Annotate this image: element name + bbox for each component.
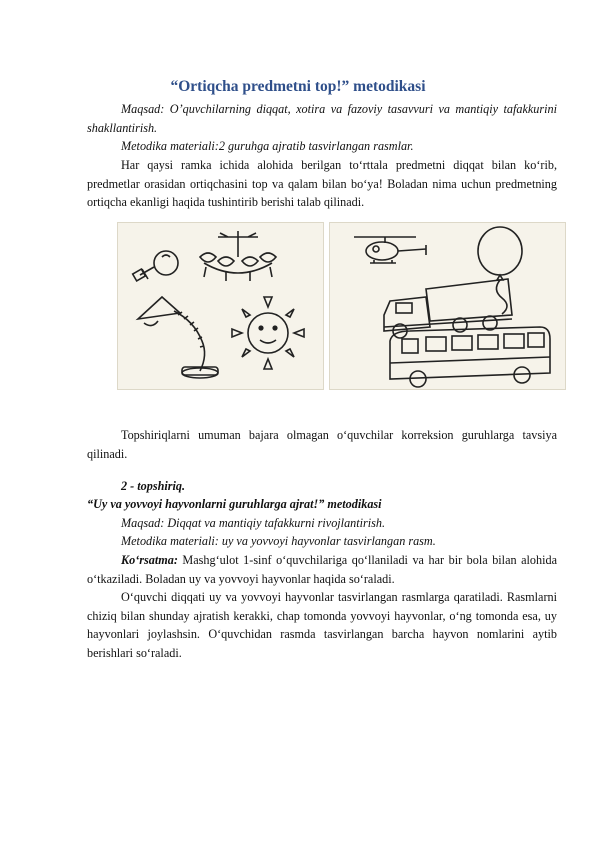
task2-goal: Maqsad: Diqqat va mantiqiy tafakkurni rivojlantirish. [121, 516, 386, 530]
task2-heading: 2 - topshiriq. [121, 479, 185, 493]
recommendation-paragraph: Topshiriqlarni umuman bajara olmagan o‘quvchilar korreksion guruhlarga tavsiya qilinadi. [87, 428, 557, 461]
left-panel-drawing [118, 223, 323, 389]
desk-lamp-icon [138, 297, 218, 378]
sun-icon [232, 297, 304, 369]
instruction-label: Ko‘rsatma: [121, 553, 178, 567]
bus-icon [390, 327, 550, 387]
helicopter-icon [354, 237, 426, 263]
chandelier-icon [200, 231, 276, 281]
goal-paragraph: Maqsad: O’quvchilarning diqqat, xotira va fazoviy tasavvuri va mantiqiy tafakkurini shakllantirish. [87, 102, 557, 135]
task2-material: Metodika materiali: uy va yovvoyi hayvonlar tasvirlangan rasm. [121, 534, 436, 548]
light-bulb-icon [133, 251, 178, 281]
material-paragraph: Metodika materiali:2 guruhga ajratib tasvirlangan rasmlar. [121, 139, 414, 153]
odd-one-out-figure [117, 222, 564, 388]
instruction-paragraph: Har qaysi ramka ichida alohida berilgan to‘rttala predmetni diqqat bilan ko‘rib, predmetlar orasidan ortiqchasini top va qalam bilan bo‘ya! Boladan nima uchun predmetning ortiqcha ekanligi haqida tushintirib berishi talab qilinadi. [87, 158, 557, 209]
page-title: “Ortiqcha predmetni top!” metodikasi [170, 78, 426, 95]
instruction-text: Mashg‘ulot 1-sinf o‘quvchilariga qo‘llaniladi va har bir bola bilan alohida o‘tkaziladi. Boladan uy va yovvoyi hayvonlar haqida so‘raladi. [87, 553, 557, 586]
task2-instruction [87, 551, 557, 588]
right-picture-panel [329, 222, 566, 390]
balloon-icon [478, 227, 522, 314]
task2-subtitle: “Uy va yovvoyi hayvonlarni guruhlarga ajrat!” metodikasi [87, 497, 382, 511]
right-panel-drawing [330, 223, 565, 389]
left-picture-panel [117, 222, 324, 390]
task2-paragraph: O‘quvchi diqqati uy va yovvoyi hayvonlar tasvirlangan rasmlarga qaratiladi. Rasmlarni chiziq bilan shunday ajratish kerakki, chap tomonda yovvoyi hayvonlar, o‘ng tomonda esa, uy hayvonlari joylashsin. O‘quvchidan rasmda tasvirlangan barcha hayvon nomlarini aytib berishlari so‘raladi. [87, 590, 557, 660]
